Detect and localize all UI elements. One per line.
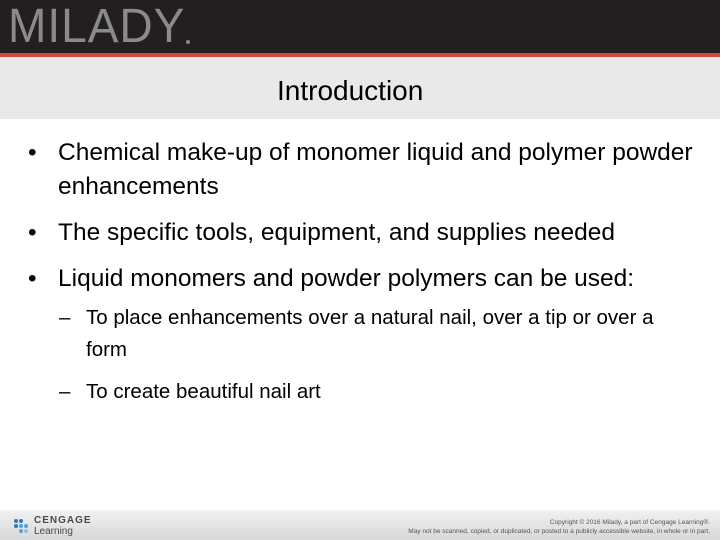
publisher-subname: Learning bbox=[34, 526, 73, 537]
copyright-restriction: May not be scanned, copied, or duplicated, or posted to a publicly accessible website, in whole or in part. bbox=[408, 528, 710, 535]
bullet-item bbox=[28, 216, 698, 250]
header-bar bbox=[0, 0, 720, 53]
bullet-item bbox=[28, 262, 698, 296]
bullet-marker: • bbox=[28, 139, 37, 166]
bullet-marker: • bbox=[28, 265, 37, 292]
sub-bullet-marker: – bbox=[59, 380, 71, 403]
slide-title: Introduction bbox=[277, 75, 424, 106]
milady-logo: MILADY bbox=[8, 0, 186, 53]
bullet-item bbox=[28, 136, 698, 204]
bullet-text: Liquid monomers and powder polymers can be used: bbox=[58, 265, 635, 292]
cengage-logo bbox=[12, 515, 132, 537]
bullet-text: Chemical make-up of monomer liquid and polymer powder enhancements bbox=[58, 139, 693, 200]
sub-bullet-marker: – bbox=[59, 306, 71, 329]
copyright-line: Copyright © 2016 Milady, a part of Cengage Learning®. bbox=[549, 519, 710, 526]
sub-bullet-text: To create beautiful nail art bbox=[86, 380, 321, 403]
cengage-logo-icon bbox=[12, 517, 30, 535]
slide-content bbox=[28, 136, 698, 418]
publisher-name: CENGAGE bbox=[34, 515, 92, 526]
copyright-notice bbox=[350, 518, 710, 536]
bullet-text: The specific tools, equipment, and supplies needed bbox=[58, 219, 616, 246]
logo-dot bbox=[186, 40, 190, 44]
sub-bullet-text: To place enhancements over a natural nail, over a tip or over a form bbox=[86, 306, 654, 361]
bullet-marker: • bbox=[28, 219, 37, 246]
sub-bullet-item bbox=[28, 376, 698, 408]
sub-bullet-item bbox=[28, 302, 698, 366]
